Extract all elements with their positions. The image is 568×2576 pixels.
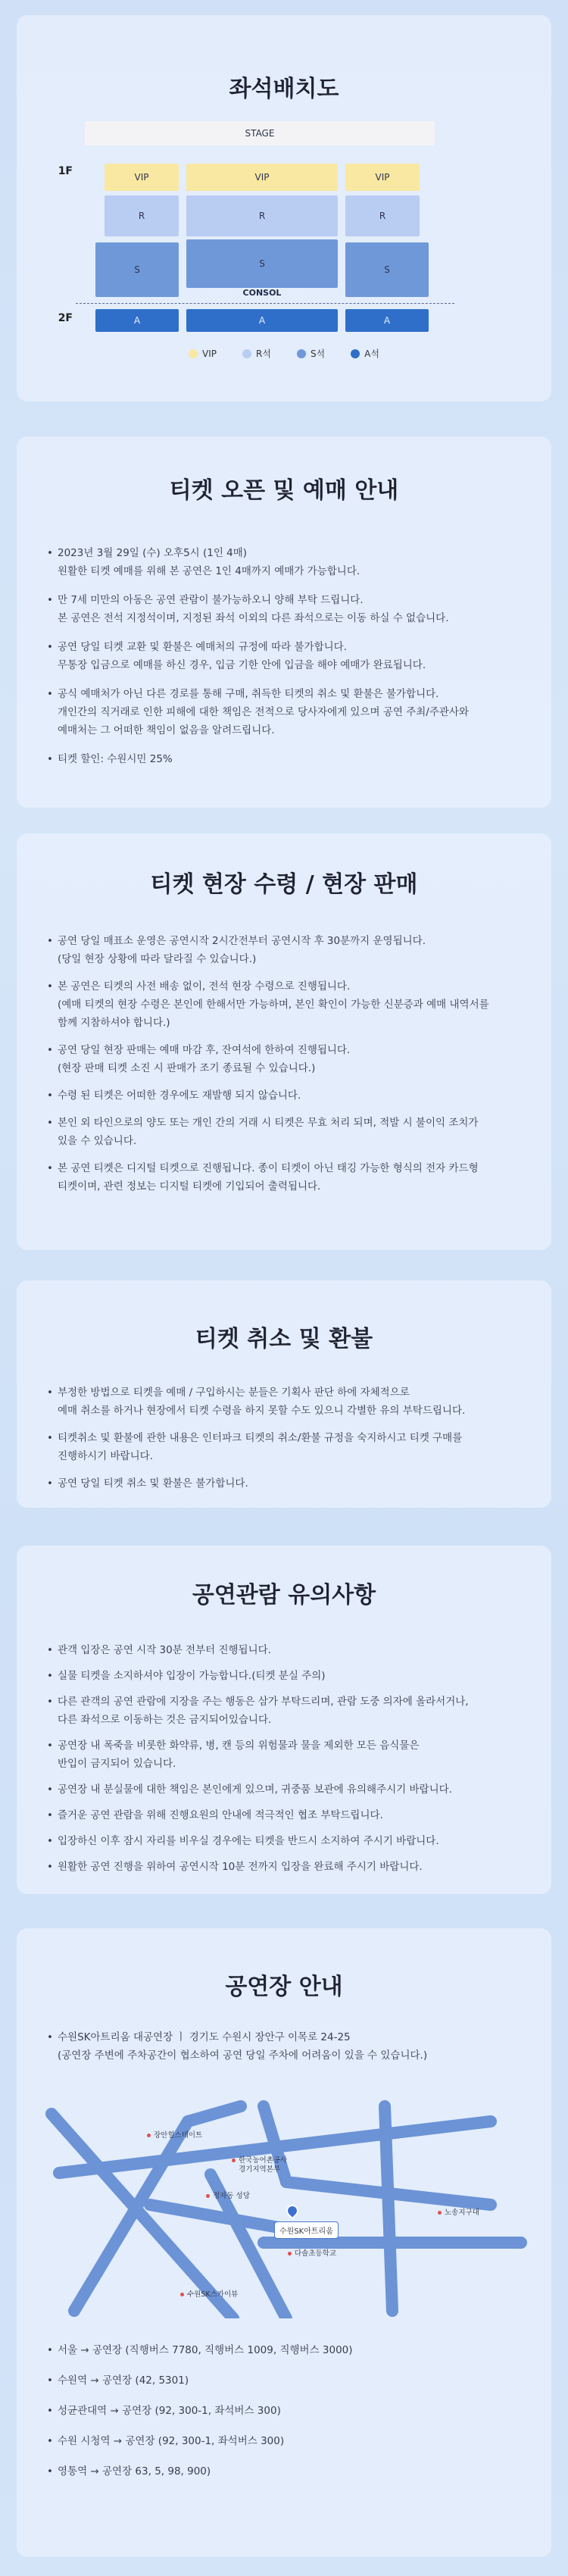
floor-divider bbox=[76, 303, 454, 304]
map-pin bbox=[232, 2159, 236, 2162]
route-text: • 수원역 → 공연장 (42, 5301) bbox=[58, 2374, 189, 2387]
legend-a-dot bbox=[351, 349, 360, 358]
list-line: 본 공연은 전석 지정석이며, 지정된 좌석 이외의 다른 좌석으로는 이동 하실 수 없습니다. bbox=[58, 612, 449, 624]
list-item bbox=[47, 977, 521, 1032]
list-item bbox=[47, 638, 521, 674]
vip-block-left: VIP bbox=[105, 164, 179, 191]
list-line: • 원활한 공연 진행을 위하여 공연시작 10분 전까지 입장을 완료해 주시기 바랍니다. bbox=[58, 1861, 423, 1873]
list-line: • 티켓 할인: 수원시민 25% bbox=[58, 753, 173, 765]
map-label-janganhills-text: 장안힐스테이트 bbox=[154, 2131, 203, 2140]
list-line: • 본인 외 타인으로의 양도 또는 개인 간의 거래 시 티켓은 무효 처리 되며, 적발 시 불이익 조치가 bbox=[58, 1117, 479, 1129]
list-item bbox=[47, 591, 521, 627]
list-line: • 입장하신 이후 잠시 자리를 비우실 경우에는 티켓을 반드시 소지하여 주시기 바랍니다. bbox=[58, 1835, 439, 1847]
list-line: (현장 판매 티켓 소진 시 판매가 조기 종료될 수 있습니다.) bbox=[58, 1062, 316, 1074]
s-block-left: S bbox=[95, 242, 179, 297]
list-line: (당일 현장 상황에 따라 달라질 수 있습니다.) bbox=[58, 953, 257, 965]
map-label-skyview-text: 수원SK스카이뷰 bbox=[187, 2290, 239, 2299]
legend-r-dot bbox=[242, 349, 251, 358]
map-label-venue: 수원SK아트리움 bbox=[274, 2221, 339, 2239]
list-item bbox=[47, 1159, 521, 1196]
map-roads bbox=[36, 2091, 529, 2318]
list-line: • 공연장 내 분실물에 대한 책임은 본인에게 있으며, 귀중품 보관에 유의해주시기 바랍니다. bbox=[58, 1784, 452, 1796]
list-line: • 공연장 내 폭죽을 비롯한 화약류, 병, 캔 등의 위험물과 물을 제외한 모든 음식물은 bbox=[58, 1740, 420, 1752]
map-pin bbox=[180, 2293, 184, 2296]
list-line: • 공연 당일 매표소 운영은 공연시작 2시간전부터 공연시작 후 30분까지 운영됩니다. bbox=[58, 935, 426, 947]
list-line: 원활한 티켓 예매를 위해 본 공연은 1인 4매까지 예매가 가능합니다. bbox=[58, 565, 360, 577]
map-label-cathedral-text: 정자동 성당 bbox=[213, 2192, 250, 2200]
list-line: • 실물 티켓을 소지하셔야 입장이 가능합니다.(티켓 분실 주의) bbox=[58, 1670, 326, 1682]
legend-s bbox=[297, 347, 325, 360]
route-text: • 성균관대역 → 공연장 (92, 300-1, 좌석버스 300) bbox=[58, 2405, 281, 2417]
venue-map bbox=[36, 2091, 529, 2318]
seat-legend bbox=[0, 347, 568, 360]
list-item bbox=[47, 1383, 521, 1420]
refund-list bbox=[47, 1383, 521, 1493]
cautions-section bbox=[17, 1546, 551, 1894]
a-block-left: A bbox=[95, 309, 179, 332]
s-block-center: S bbox=[186, 239, 338, 288]
address-line: • 수원SK아트리움 대공연장 ㅣ 경기도 수원시 장안구 이목로 24-25 bbox=[58, 2031, 351, 2043]
parking-note: (공연장 주변에 주차공간이 협소하여 공연 당일 주차에 어려움이 있을 수 있습니다.) bbox=[58, 2049, 428, 2062]
list-item bbox=[47, 544, 521, 580]
legend-vip-label: VIP bbox=[202, 348, 217, 359]
map-label-school-text: 다솔초등학교 bbox=[295, 2249, 337, 2258]
legend-a bbox=[351, 347, 379, 360]
r-block-right: R bbox=[345, 195, 420, 236]
list-line: • 관객 입장은 공연 시작 30분 전부터 진행됩니다. bbox=[58, 1644, 271, 1656]
route-item bbox=[47, 2432, 532, 2450]
list-line: 무통장 입금으로 예매를 하신 경우, 입금 기한 안에 입금을 해야 예매가 완료됩니다. bbox=[58, 659, 426, 671]
list-line: • 공연 당일 티켓 취소 및 환불은 불가합니다. bbox=[58, 1477, 248, 1490]
list-item bbox=[47, 2028, 521, 2065]
list-line: • 2023년 3월 29일 (수) 오후5시 (1인 4매) bbox=[58, 547, 248, 559]
map-pin bbox=[147, 2134, 151, 2137]
list-line: 예매처는 그 어떠한 책임이 없음을 알려드립니다. bbox=[58, 724, 275, 736]
route-item bbox=[47, 2402, 532, 2420]
list-item bbox=[47, 1693, 521, 1729]
legend-s-label: S석 bbox=[310, 349, 326, 359]
list-item bbox=[47, 1041, 521, 1077]
list-item bbox=[47, 685, 521, 739]
list-item bbox=[47, 1832, 521, 1850]
list-item bbox=[47, 1858, 521, 1876]
list-line: 반입이 금지되어 있습니다. bbox=[58, 1758, 176, 1770]
cautions-list bbox=[47, 1641, 521, 1876]
list-line: 다른 좌석으로 이동하는 것은 금지되어있습니다. bbox=[58, 1714, 272, 1726]
refund-section bbox=[17, 1280, 551, 1508]
onsite-list bbox=[47, 932, 521, 1196]
list-item bbox=[47, 1086, 521, 1105]
consol-label: CONSOL bbox=[242, 287, 282, 298]
onsite-section bbox=[17, 833, 551, 1250]
list-line: 티켓이며, 관련 정보는 디지털 티켓에 기입되어 출력됩니다. bbox=[58, 1180, 321, 1193]
a-block-right: A bbox=[345, 309, 429, 332]
map-pin bbox=[438, 2211, 442, 2215]
list-line: • 즐거운 공연 관람을 위해 진행요원의 안내에 적극적인 협조 부탁드립니다. bbox=[58, 1809, 383, 1821]
list-line: • 수령 된 티켓은 어떠한 경우에도 재발행 되지 않습니다. bbox=[58, 1089, 301, 1102]
route-list bbox=[47, 2341, 532, 2481]
refund-title: 티켓 취소 및 환불 bbox=[195, 1326, 373, 1352]
floor-1f-label: 1F bbox=[58, 165, 73, 177]
list-line: • 공식 예매처가 아닌 다른 경로를 통해 구매, 취득한 티켓의 취소 및 환불은 불가합니다. bbox=[58, 688, 439, 700]
map-pin bbox=[206, 2194, 210, 2198]
legend-r-label: R석 bbox=[256, 349, 271, 359]
floor-2f-label: 2F bbox=[58, 312, 73, 324]
map-label-kra-text-1: 한국농어촌공사 bbox=[239, 2156, 288, 2165]
map-pin bbox=[288, 2252, 292, 2256]
map-label-school bbox=[288, 2247, 336, 2258]
seating-title: 좌석배치도 bbox=[229, 76, 339, 102]
seat-map bbox=[45, 121, 500, 349]
list-line: • 본 공연은 티켓의 사전 배송 없이, 전석 현장 수령으로 진행됩니다. bbox=[58, 980, 351, 993]
map-label-police bbox=[438, 2206, 479, 2217]
r-block-center: R bbox=[186, 195, 338, 236]
list-item bbox=[47, 1114, 521, 1150]
legend-r bbox=[242, 347, 271, 360]
onsite-title: 티켓 현장 수령 / 현장 판매 bbox=[150, 871, 418, 898]
route-text: • 서울 → 공연장 (직행버스 7780, 직행버스 1009, 직행버스 3000) bbox=[58, 2344, 353, 2356]
venue-address bbox=[47, 2028, 521, 2065]
list-line: 예매 취소를 하거나 현장에서 티켓 수령을 하지 못할 수도 있으니 각별한 유의 부탁드립니다. bbox=[58, 1405, 466, 1417]
list-line: • 티켓취소 및 환불에 관한 내용은 인터파크 티켓의 취소/환불 규정을 숙지하시고 티켓 구매를 bbox=[58, 1432, 463, 1444]
list-item bbox=[47, 1806, 521, 1824]
list-item bbox=[47, 1737, 521, 1773]
legend-a-label: A석 bbox=[364, 349, 379, 359]
list-item bbox=[47, 750, 521, 768]
list-line: • 본 공연 티켓은 디지털 티켓으로 진행됩니다. 종이 티켓이 아닌 태깅 가능한 형식의 전자 카드형 bbox=[58, 1162, 479, 1174]
map-label-skyview bbox=[180, 2288, 238, 2299]
legend-s-dot bbox=[297, 349, 306, 358]
list-line: 있을 수 있습니다. bbox=[58, 1135, 137, 1147]
vip-block-center: VIP bbox=[186, 164, 338, 191]
list-item bbox=[47, 1474, 521, 1493]
list-item bbox=[47, 1429, 521, 1465]
map-label-kra-text-2: 경기지역본부 bbox=[239, 2165, 281, 2174]
list-line: • 공연 당일 현장 판매는 예매 마감 후, 잔여석에 한하여 진행됩니다. bbox=[58, 1044, 351, 1056]
legend-vip bbox=[189, 347, 217, 360]
route-text: • 영통역 → 공연장 63, 5, 98, 900) bbox=[58, 2465, 211, 2478]
r-block-left: R bbox=[105, 195, 179, 236]
ticket-open-title: 티켓 오픈 및 예매 안내 bbox=[169, 477, 399, 504]
map-label-cathedral bbox=[206, 2190, 250, 2200]
route-item bbox=[47, 2462, 532, 2481]
list-line: • 부정한 방법으로 티켓을 예매 / 구입하시는 분들은 기획사 판단 하에 자체적으로 bbox=[58, 1386, 410, 1399]
venue-title: 공연장 안내 bbox=[225, 1974, 343, 2000]
list-line: (예매 티켓의 현장 수령은 본인에 한해서만 가능하며, 본인 확인이 가능한 신분증과 예매 내역서를 bbox=[58, 999, 489, 1011]
a-block-center: A bbox=[186, 309, 338, 332]
map-label-janganhills bbox=[147, 2129, 202, 2140]
list-line: • 만 7세 미만의 아동은 공연 관람이 불가능하오니 양해 부탁 드립니다. bbox=[58, 594, 364, 606]
list-line: 함께 지참하셔야 합니다.) bbox=[58, 1017, 170, 1029]
vip-block-right: VIP bbox=[345, 164, 420, 191]
route-item bbox=[47, 2341, 532, 2359]
list-line: • 공연 당일 티켓 교환 및 환불은 예매처의 규정에 따라 불가합니다. bbox=[58, 641, 347, 653]
list-item bbox=[47, 932, 521, 968]
legend-vip-dot bbox=[189, 349, 198, 358]
route-text: • 수원 시청역 → 공연장 (92, 300-1, 좌석버스 300) bbox=[58, 2435, 285, 2447]
ticket-open-list bbox=[47, 544, 521, 768]
map-label-police-text: 노송지구대 bbox=[445, 2209, 479, 2217]
route-item bbox=[47, 2371, 532, 2390]
stage-block: STAGE bbox=[85, 121, 435, 145]
map-label-kra bbox=[232, 2156, 287, 2174]
list-item bbox=[47, 1641, 521, 1659]
cautions-title: 공연관람 유의사항 bbox=[192, 1582, 376, 1608]
list-line: 진행하시기 바랍니다. bbox=[58, 1450, 153, 1462]
list-item bbox=[47, 1667, 521, 1685]
list-line: 개인간의 직거래로 인한 피해에 대한 책임은 전적으로 당사자에게 있으며 공연 주최/주관사와 bbox=[58, 706, 470, 718]
s-block-right: S bbox=[345, 242, 429, 297]
list-line: • 다른 관객의 공연 관람에 지장을 주는 행동은 삼가 부탁드리며, 관람 도중 의자에 올라서거나, bbox=[58, 1696, 469, 1708]
ticket-open-section bbox=[17, 436, 551, 808]
list-item bbox=[47, 1780, 521, 1799]
